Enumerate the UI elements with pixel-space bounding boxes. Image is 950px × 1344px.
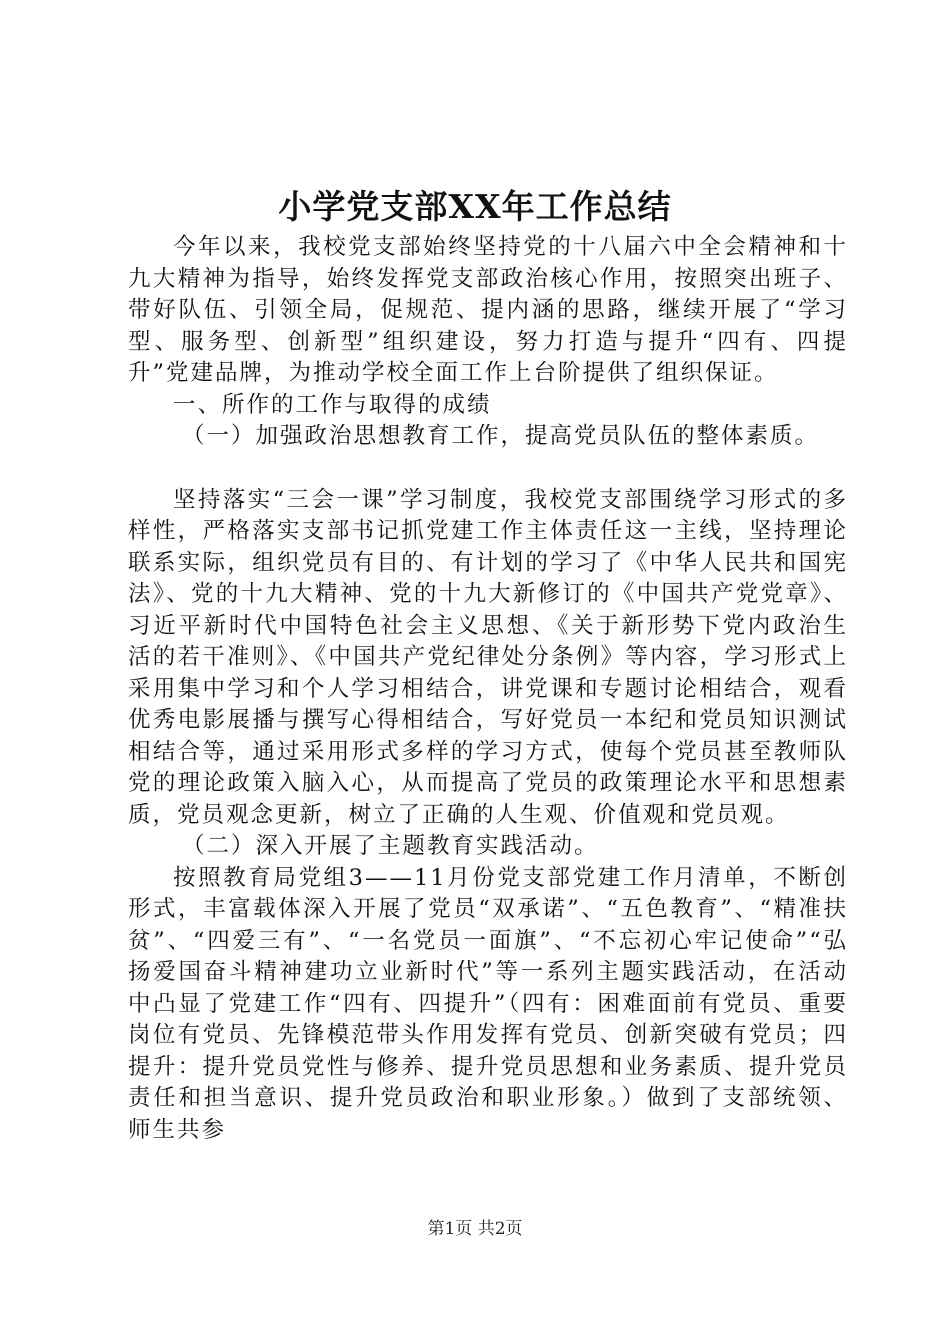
document-title: 小学党支部XX年工作总结 [278,187,672,226]
section-heading: 一、所作的工作与取得的成绩 [173,391,492,418]
page-footer: 第1页 共2页 [427,1219,523,1239]
subsection-paragraph-2: 按照教育局党组3——11月份党支部党建工作月清单，不断创形式，丰富载体深入开展了党员“双承诺”、“五色教育”、“精准扶贫”、“四爱三有”、“一名党员一面旗”、“不忘初心牢记使命”“弘扬爱国奋斗精神建功立业新时代”等一系列主题实践活动，在活动中凸显了党建工作“四有、四提升”（四有：困难面前有党员、重要岗位有党员、先锋模范带头作用发挥有党员、创新突破有党员；四提升：提升党员党性与修养、提升党员思想和业务素质、提升党员责任和担当意识、提升党员政治和职业形象。）做到了支部统领、师生共参 [128,864,848,1143]
subsection-heading-1: （一）加强政治思想教育工作，提高党员队伍的整体素质。 [182,423,820,449]
intro-paragraph: 今年以来，我校党支部始终坚持党的十八届六中全会精神和十九大精神为指导，始终发挥党支部政治核心作用，按照突出班子、带好队伍、引领全局，促规范、提内涵的思路，继续开展了“学习型、服务型、创新型”组织建设，努力打造与提升“四有、四提升”党建品牌，为推动学校全面工作上台阶提供了组织保证。 [128,234,848,386]
subsection-heading-2: （二）深入开展了主题教育实践活动。 [182,833,599,859]
document-body [128,232,848,1146]
paragraph-gap [128,453,848,485]
subsection-paragraph-1: 坚持落实“三会一课”学习制度，我校党支部围绕学习形式的多样性，严格落实支部书记抓党建工作主体责任这一主线，坚持理论联系实际，组织党员有目的、有计划的学习了《中华人民共和国宪法》、党的十九大精神、党的十九大新修订的《中国共产党党章》、习近平新时代中国特色社会主义思想、《关于新形势下党内政治生活的若干准则》、《中国共产党纪律处分条例》等内容，学习形式上采用集中学习和个人学习相结合，讲党课和专题讨论相结合，观看优秀电影展播与撰写心得相结合，写好党员一本纪和党员知识测试相结合等，通过采用形式多样的学习方式，使每个党员甚至教师队党的理论政策入脑入心，从而提高了党员的政策理论水平和思想素质，党员观念更新，树立了正确的人生观、价值观和党员观。 [128,486,848,828]
